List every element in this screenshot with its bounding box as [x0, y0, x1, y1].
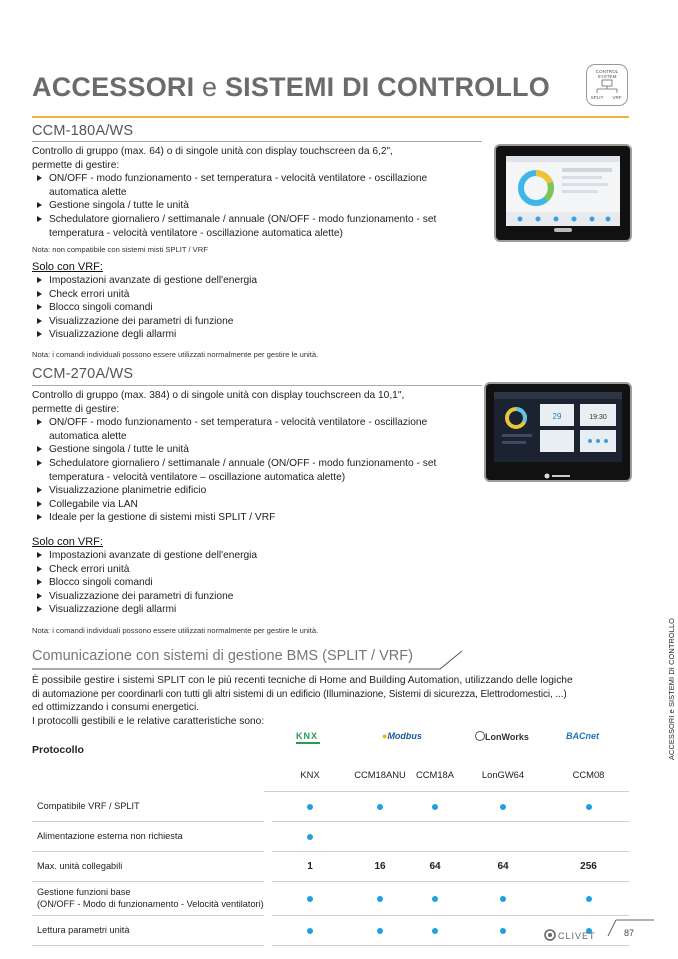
list-item: Impostazioni avanzate di gestione dell'energia [32, 549, 472, 563]
row-label [32, 881, 264, 915]
ccm270-feature-list [32, 416, 472, 525]
side-label-text: ACCESSORI e SISTEMI DI CONTROLLO [667, 617, 676, 760]
table-cell [272, 851, 348, 881]
support-dot-icon [307, 804, 313, 810]
list-item: Visualizzazione degli allarmi [32, 328, 472, 342]
knx-logo: KNX [296, 731, 319, 741]
ccm270-vrf-list [32, 549, 472, 617]
table-cell [548, 851, 629, 881]
bms-text-line: È possibile gestire i sistemi SPLIT con le più recenti tecniche di Home and Building Automation, utilizzando delle logiche [32, 675, 573, 686]
bms-heading-underline [32, 650, 464, 672]
title-part-3: SISTEMI DI CONTROLLO [224, 72, 550, 102]
support-dot-icon [432, 928, 438, 934]
table-cell [458, 791, 548, 821]
row-label [32, 915, 264, 945]
title-part-2: e [202, 72, 218, 102]
row-label [32, 821, 264, 851]
title-part-1: ACCESSORI [32, 72, 195, 102]
row-label-text: Gestione funzioni base [37, 887, 131, 897]
ccm270-description [32, 389, 472, 525]
ccm270-intro-2: permette di gestire: [32, 403, 120, 415]
ccm180-intro-2: permette di gestire: [32, 159, 120, 171]
protocol-table [32, 730, 629, 946]
ccm270-solo-vrf-label: Solo con VRF: [32, 536, 103, 548]
table-row [32, 915, 629, 945]
page-number: 87 [624, 928, 635, 938]
list-item: Impostazioni avanzate di gestione dell'energia [32, 274, 472, 288]
column-header: CCM18ANU [348, 759, 412, 791]
table-cell [272, 821, 348, 851]
bms-description [32, 674, 632, 728]
list-item: Ideale per la gestione di sistemi misti SPLIT / VRF [32, 511, 472, 525]
table-cell [458, 851, 548, 881]
control-system-badge-icon [586, 64, 628, 106]
ccm180-rule [32, 141, 482, 142]
table-cell [272, 915, 348, 945]
table-row [32, 851, 629, 881]
badge-line2: SYSTEM [597, 74, 617, 79]
footer-brand-text: CLIVET [558, 931, 596, 941]
table-cell [348, 791, 412, 821]
ccm180-device-image [494, 144, 632, 242]
modbus-logo-mark: ● [382, 731, 388, 741]
ccm180-note-2: Nota: i comandi individuali possono essere utilizzati normalmente per gestire le unità. [32, 350, 319, 359]
support-dot-icon [586, 804, 592, 810]
column-header: LonGW64 [458, 759, 548, 791]
table-cell [412, 881, 458, 915]
lonworks-logo-text: LonWorks [485, 732, 529, 742]
ccm180-description [32, 145, 472, 240]
bms-heading: Comunicazione con sistemi di gestione BMS (SPLIT / VRF) [32, 648, 413, 664]
row-label [32, 851, 264, 881]
row-label-text: Lettura parametri unità [37, 925, 130, 935]
screen-temp: 29 [552, 412, 562, 421]
list-item: ON/OFF - modo funzionamento - set temperatura - velocità ventilatore - oscillazione automatica alette [32, 416, 472, 443]
row-label [32, 791, 264, 821]
table-cell [458, 821, 548, 851]
table-header-label: Protocollo [32, 744, 84, 756]
list-item: Schedulatore giornaliero / settimanale / annuale (ON/OFF - modo funzionamento - set temperatura - velocità ventilatore - oscillazione automatica alette) [32, 213, 472, 240]
table-cell [412, 915, 458, 945]
ccm270-device-image [484, 382, 632, 482]
ccm180-solo-vrf-label: Solo con VRF: [32, 261, 103, 273]
list-item: Visualizzazione degli allarmi [32, 603, 472, 617]
ccm180-model-title: CCM-180A/WS [32, 123, 134, 139]
support-dot-icon [432, 896, 438, 902]
ccm270-intro: Controllo di gruppo (max. 384) o di singole unità con display touchscreen da 10,1", [32, 390, 405, 401]
support-dot-icon [307, 928, 313, 934]
cell-value: 1 [307, 861, 313, 872]
list-item: Blocco singoli comandi [32, 576, 472, 590]
cell-value: 64 [497, 861, 509, 872]
table-cell [412, 821, 458, 851]
screen-time: 19:30 [589, 414, 607, 421]
table-cell [348, 851, 412, 881]
ccm270-note: Nota: i comandi individuali possono essere utilizzati normalmente per gestire le unità. [32, 626, 319, 635]
support-dot-icon [432, 804, 438, 810]
list-item: Collegabile via LAN [32, 498, 472, 512]
bacnet-logo: BACnet [566, 731, 599, 741]
modbus-logo-text: Modbus [387, 731, 422, 741]
support-dot-icon [307, 896, 313, 902]
ccm270-screen [494, 392, 622, 462]
cell-value: 256 [580, 861, 597, 872]
row-label-detail: (ON/OFF - Modo di funzionamento - Velocità ventilatori) [37, 899, 264, 909]
bms-text-line: I protocolli gestibili e le relative caratteristiche sono: [32, 715, 265, 727]
table-cell [348, 881, 412, 915]
list-item: ON/OFF - modo funzionamento - set temperatura - velocità ventilatore - oscillazione automatica alette [32, 172, 472, 199]
table-row [32, 821, 629, 851]
badge-split: SPLIT [590, 95, 604, 100]
cell-value: 64 [429, 861, 441, 872]
clivet-footer-logo [544, 928, 606, 942]
badge-vrf: VRF [612, 95, 622, 100]
bms-text-line: di automazione per coordinarli con tutti gli altri sistemi di un edificio (Illuminazione, Sistemi di sicurezza, Elettrodomestici, ...) [32, 688, 567, 700]
table-row [32, 791, 629, 821]
table-cell [548, 821, 629, 851]
badge-line1: CONTROL [595, 69, 619, 74]
list-item: Visualizzazione dei parametri di funzione [32, 590, 472, 604]
list-item: Gestione singola / tutte le unità [32, 199, 472, 213]
support-dot-icon [586, 896, 592, 902]
ccm180-screen [506, 156, 620, 226]
ccm270-rule [32, 385, 482, 386]
table-cell [548, 791, 629, 821]
ccm270-model-title: CCM-270A/WS [32, 366, 134, 382]
table-cell [348, 915, 412, 945]
support-dot-icon [500, 928, 506, 934]
ccm180-intro: Controllo di gruppo (max. 64) o di singole unità con display touchscreen da 6,2", [32, 146, 393, 157]
ccm180-vrf-list [32, 274, 472, 342]
row-label-text: Compatibile VRF / SPLIT [37, 800, 140, 811]
row-label-text: Alimentazione esterna non richiesta [37, 831, 183, 841]
support-dot-icon [500, 804, 506, 810]
support-dot-icon [377, 928, 383, 934]
support-dot-icon [307, 834, 313, 840]
support-dot-icon [377, 804, 383, 810]
table-cell [272, 791, 348, 821]
ccm180-note-1: Nota: non compatibile con sistemi misti SPLIT / VRF [32, 245, 208, 254]
side-section-label [667, 617, 678, 760]
list-item: Blocco singoli comandi [32, 301, 472, 315]
table-row [32, 881, 629, 915]
column-header: CCM18A [412, 759, 458, 791]
list-item: Check errori unità [32, 563, 472, 577]
table-cell [458, 881, 548, 915]
page-title [32, 72, 550, 103]
table-cell [458, 915, 548, 945]
column-header: KNX [272, 759, 348, 791]
support-dot-icon [377, 896, 383, 902]
support-dot-icon [500, 896, 506, 902]
list-item: Visualizzazione dei parametri di funzione [32, 315, 472, 329]
table-cell [348, 821, 412, 851]
list-item: Schedulatore giornaliero / settimanale / annuale (ON/OFF - modo funzionamento - set temperatura - velocità ventilatore – oscillazione automatica alette) [32, 457, 472, 484]
list-item: Check errori unità [32, 288, 472, 302]
row-label-text: Max. unità collegabili [37, 861, 123, 871]
table-cell [548, 881, 629, 915]
ccm180-feature-list [32, 172, 472, 240]
cell-value: 16 [374, 861, 386, 872]
column-header: CCM08 [548, 759, 629, 791]
list-item: Visualizzazione planimetrie edificio [32, 484, 472, 498]
list-item: Gestione singola / tutte le unità [32, 443, 472, 457]
table-cell [412, 851, 458, 881]
table-cell [412, 791, 458, 821]
table-cell [272, 881, 348, 915]
bms-text-line: ed ottimizzando i consumi energetici. [32, 702, 200, 714]
title-underline [32, 116, 629, 118]
